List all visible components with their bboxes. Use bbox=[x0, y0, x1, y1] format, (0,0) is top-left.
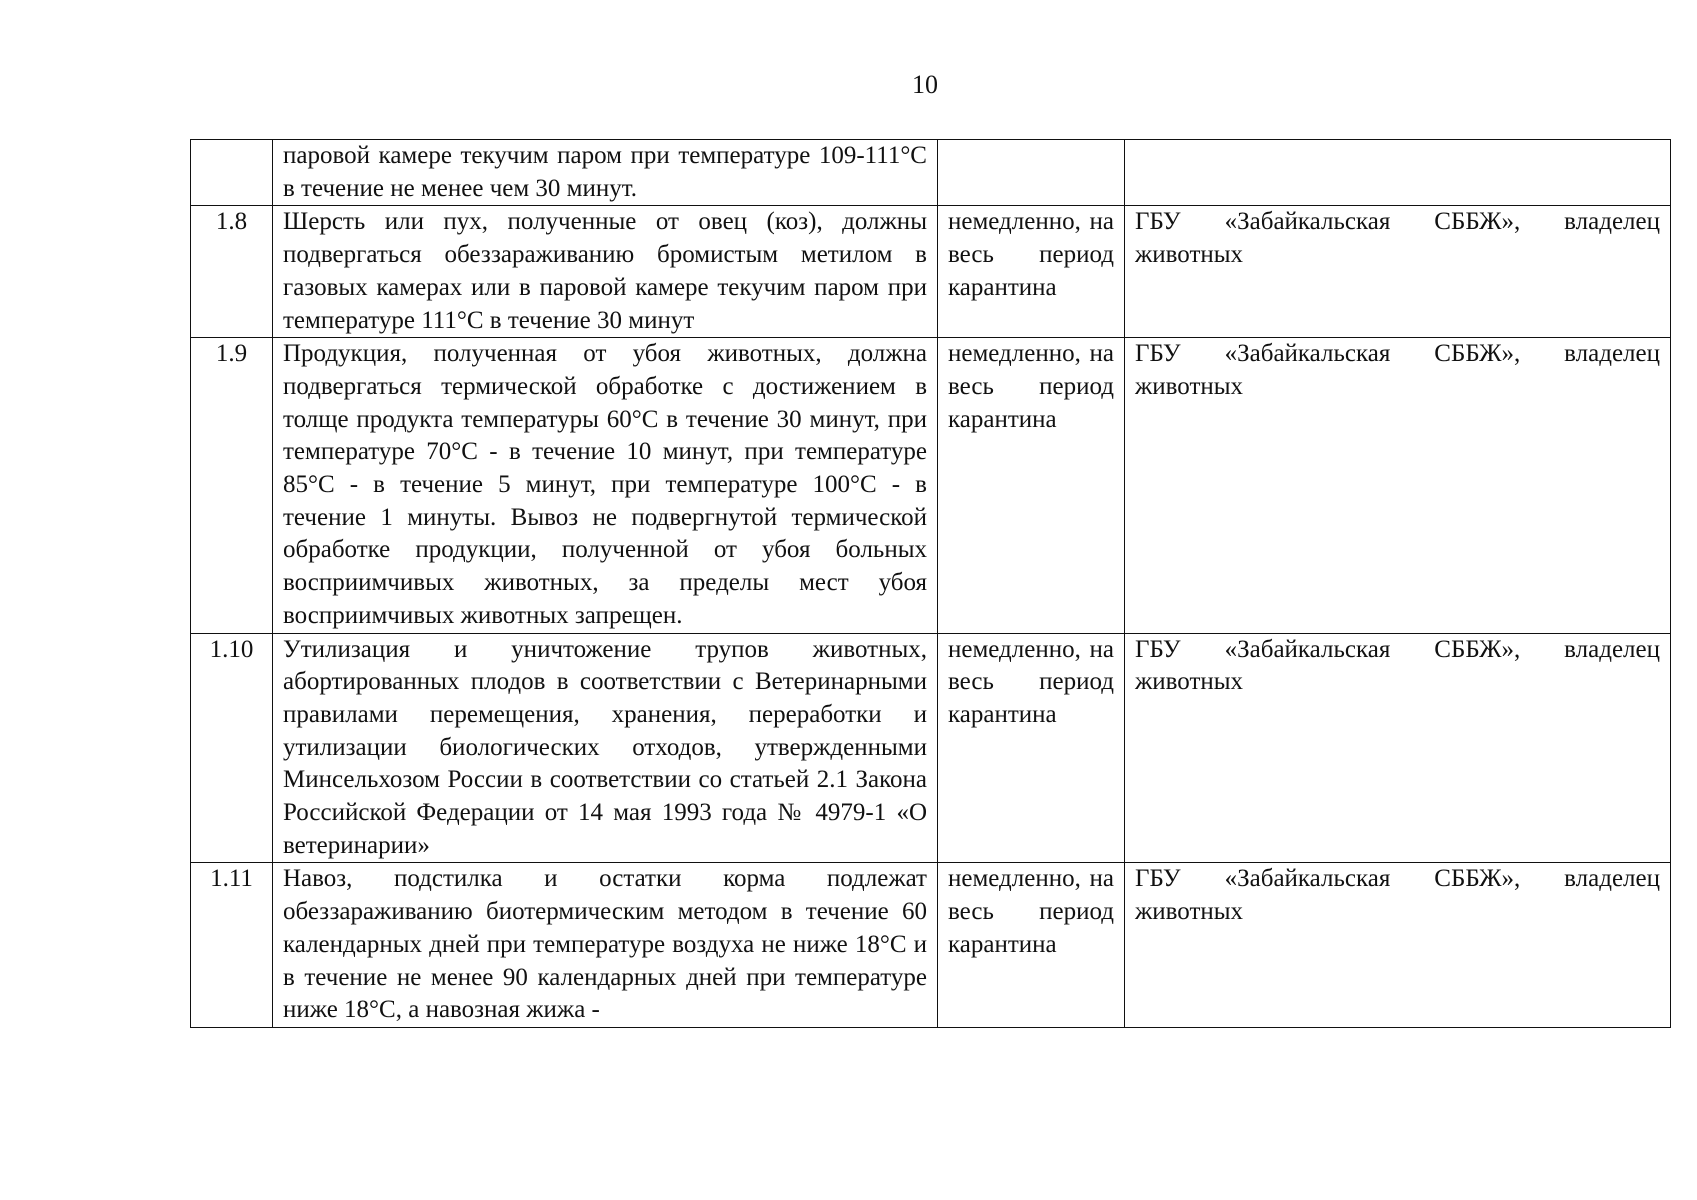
responsible-text bbox=[1125, 140, 1671, 206]
responsible-text: ГБУ «Забайкальская СББЖ», владелец животных bbox=[1125, 206, 1671, 338]
item-number: 1.8 bbox=[191, 206, 273, 338]
term-text: немедленно, на весь период карантина bbox=[938, 633, 1125, 863]
item-number: 1.10 bbox=[191, 633, 273, 863]
term-text: немедленно, на весь период карантина bbox=[938, 863, 1125, 1028]
term-text: немедленно, на весь период карантина bbox=[938, 206, 1125, 338]
responsible-text: ГБУ «Забайкальская СББЖ», владелец животных bbox=[1125, 633, 1671, 863]
table-row bbox=[191, 633, 1671, 863]
responsible-text: ГБУ «Забайкальская СББЖ», владелец животных bbox=[1125, 338, 1671, 633]
item-number bbox=[191, 140, 273, 206]
page-number: 10 bbox=[912, 70, 938, 99]
item-number: 1.11 bbox=[191, 863, 273, 1028]
measure-text: Навоз, подстилка и остатки корма подлежат обеззараживанию биотермическим методом в течение 60 календарных дней при температуре воздуха не ниже 18°С и в течение не менее 90 календарных дней при температуре ниже 18°С, а навозная жижа - bbox=[273, 863, 938, 1028]
measure-text: Шерсть или пух, полученные от овец (коз), должны подвергаться обеззараживанию бромистым метилом в газовых камерах или в паровой камере текучим паром при температуре 111°С в течение 30 минут bbox=[273, 206, 938, 338]
term-text: немедленно, на весь период карантина bbox=[938, 338, 1125, 633]
table-row bbox=[191, 863, 1671, 1028]
table-row bbox=[191, 206, 1671, 338]
measures-table bbox=[190, 139, 1671, 1028]
table-row bbox=[191, 140, 1671, 206]
term-text bbox=[938, 140, 1125, 206]
responsible-text: ГБУ «Забайкальская СББЖ», владелец животных bbox=[1125, 863, 1671, 1028]
table-row bbox=[191, 338, 1671, 633]
measure-text: паровой камере текучим паром при температуре 109-111°С в течение не менее чем 30 минут. bbox=[273, 140, 938, 206]
measure-text: Продукция, полученная от убоя животных, должна подвергаться термической обработке с достижением в толще продукта температуры 60°С в течение 30 минут, при температуре 70°С - в течение 10 минут, при температуре 85°С - в течение 5 минут, при температуре 100°С - в течение 1 минуты. Вывоз не подвергнутой термической обработке продукции, полученной от убоя больных восприимчивых животных, за пределы мест убоя восприимчивых животных запрещен. bbox=[273, 338, 938, 633]
item-number: 1.9 bbox=[191, 338, 273, 633]
measure-text: Утилизация и уничтожение трупов животных, абортированных плодов в соответствии с Ветеринарными правилами перемещения, хранения, переработки и утилизации биологических отходов, утвержденными Минсельхозом России в соответствии со статьей 2.1 Закона Российской Федерации от 14 мая 1993 года № 4979-1 «О ветеринарии» bbox=[273, 633, 938, 863]
